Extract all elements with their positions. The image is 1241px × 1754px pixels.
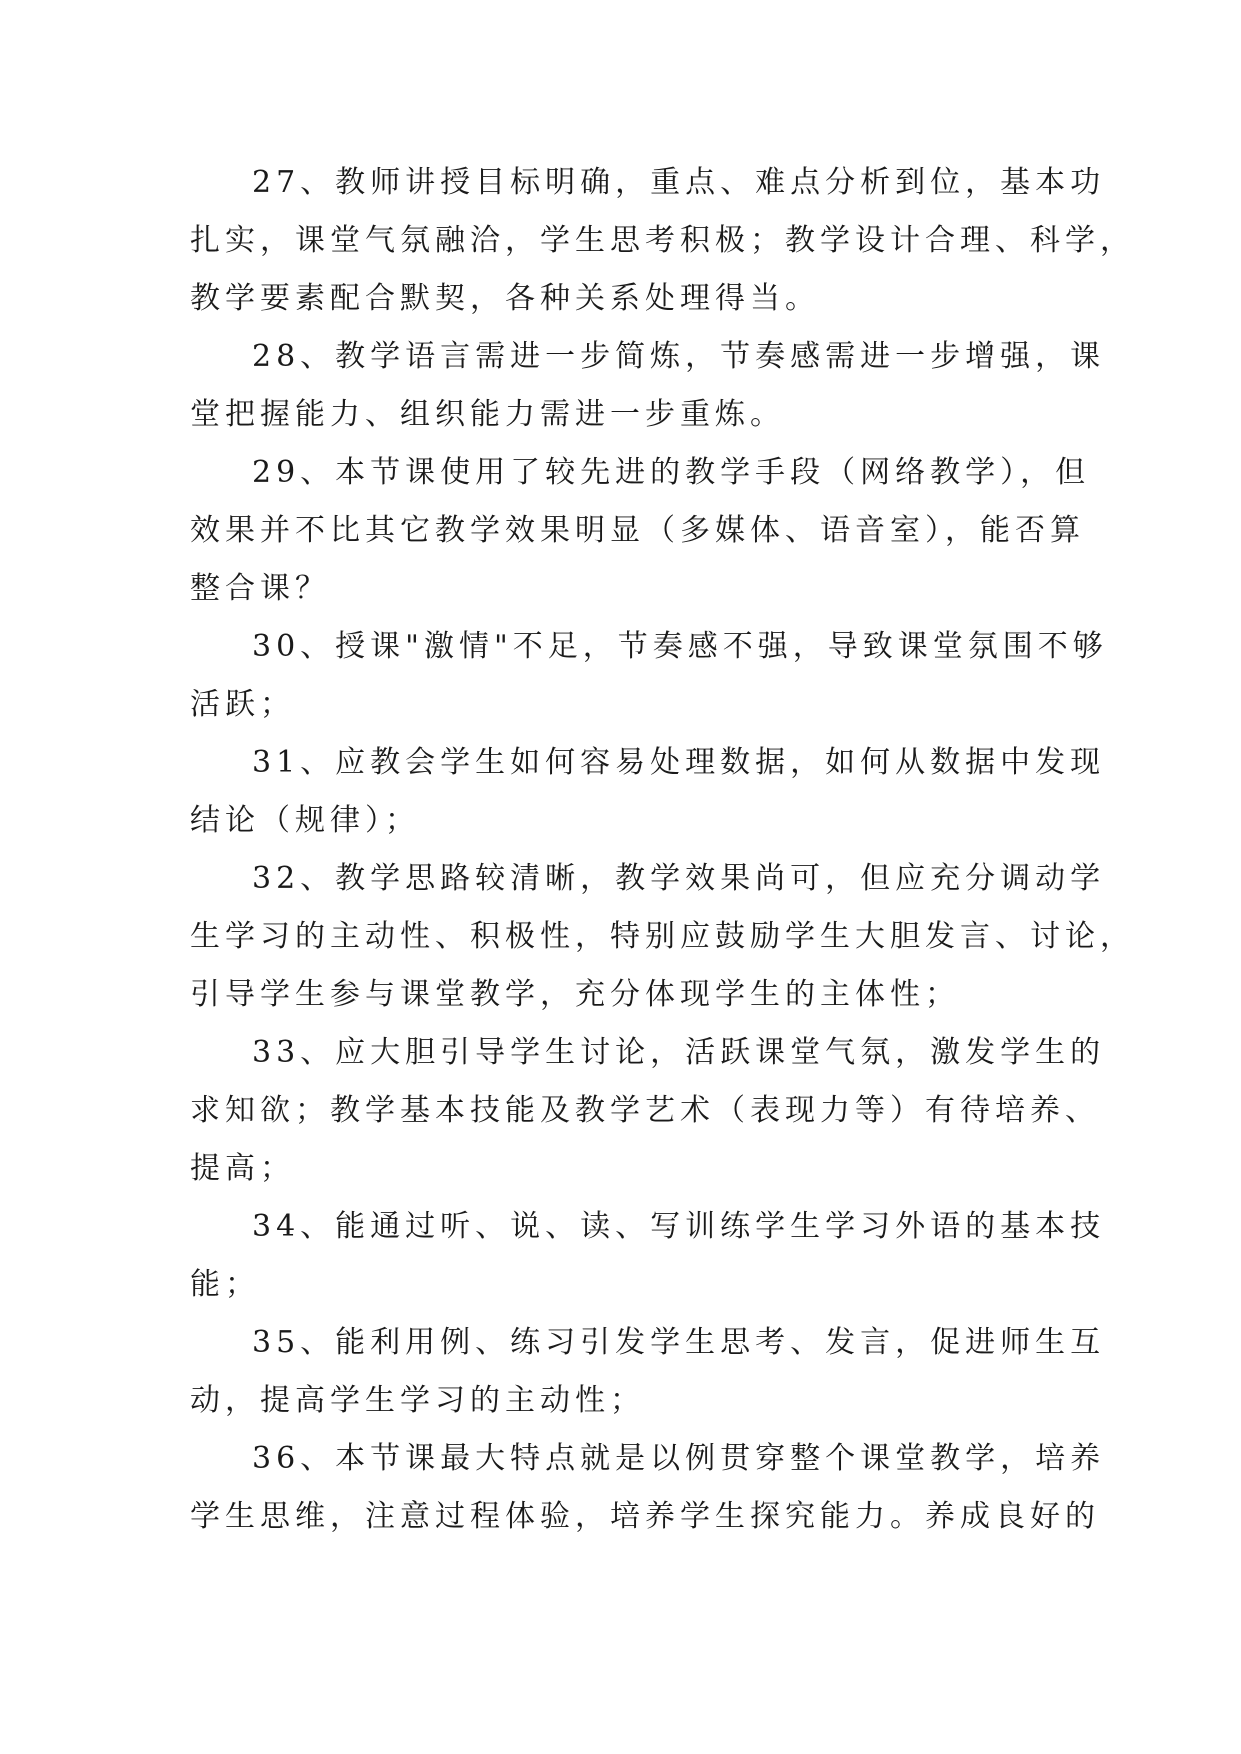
paragraph-28 xyxy=(190,328,1106,444)
text-line: 36、本节课最大特点就是以例贯穿整个课堂教学，培养 xyxy=(252,1441,1106,1476)
text-line: 27、教师讲授目标明确，重点、难点分析到位，基本功 xyxy=(252,165,1106,200)
paragraph-35 xyxy=(190,1314,1106,1430)
text-line: 35、能利用例、练习引发学生思考、发言，促进师生互 xyxy=(252,1325,1106,1360)
text-line: 31、应教会学生如何容易处理数据，如何从数据中发现 xyxy=(252,745,1106,780)
paragraph-36 xyxy=(190,1430,1106,1546)
text-line: 33、应大胆引导学生讨论，活跃课堂气氛，激发学生的 xyxy=(252,1035,1106,1070)
text-line: 生学习的主动性、积极性，特别应鼓励学生大胆发言、讨论， xyxy=(190,919,1135,954)
text-line: 求知欲；教学基本技能及教学艺术（表现力等）有待培养、 xyxy=(190,1093,1100,1128)
text-line: 能； xyxy=(190,1267,260,1302)
text-line: 动，提高学生学习的主动性； xyxy=(190,1383,645,1418)
text-line: 引导学生参与课堂教学，充分体现学生的主体性； xyxy=(190,977,960,1012)
text-line: 活跃； xyxy=(190,687,295,722)
text-line: 28、教学语言需进一步简炼，节奏感需进一步增强，课 xyxy=(252,339,1106,374)
document-body xyxy=(190,154,1135,1546)
paragraph-29 xyxy=(190,444,1090,618)
text-line: 30、授课"激情"不足，节奏感不强，导致课堂氛围不够 xyxy=(252,629,1108,664)
text-line: 提高； xyxy=(190,1151,295,1186)
text-line: 结论（规律）； xyxy=(190,803,420,838)
text-line: 34、能通过听、说、读、写训练学生学习外语的基本技 xyxy=(252,1209,1106,1244)
text-line: 教学要素配合默契，各种关系处理得当。 xyxy=(190,281,820,316)
text-line: 整合课？ xyxy=(190,571,330,606)
paragraph-34 xyxy=(190,1198,1106,1314)
text-line: 效果并不比其它教学效果明显（多媒体、语音室），能否算 xyxy=(190,513,1085,548)
text-line: 32、教学思路较清晰，教学效果尚可，但应充分调动学 xyxy=(252,861,1106,896)
text-line: 29、本节课使用了较先进的教学手段（网络教学），但 xyxy=(252,455,1091,490)
paragraph-32 xyxy=(190,850,1135,1024)
paragraph-30 xyxy=(190,618,1108,734)
text-line: 堂把握能力、组织能力需进一步重炼。 xyxy=(190,397,785,432)
paragraph-27 xyxy=(190,154,1135,328)
paragraph-31 xyxy=(190,734,1106,850)
paragraph-33 xyxy=(190,1024,1106,1198)
text-line: 学生思维，注意过程体验，培养学生探究能力。养成良好的 xyxy=(190,1499,1100,1534)
text-line: 扎实，课堂气氛融洽，学生思考积极；教学设计合理、科学， xyxy=(190,223,1135,258)
